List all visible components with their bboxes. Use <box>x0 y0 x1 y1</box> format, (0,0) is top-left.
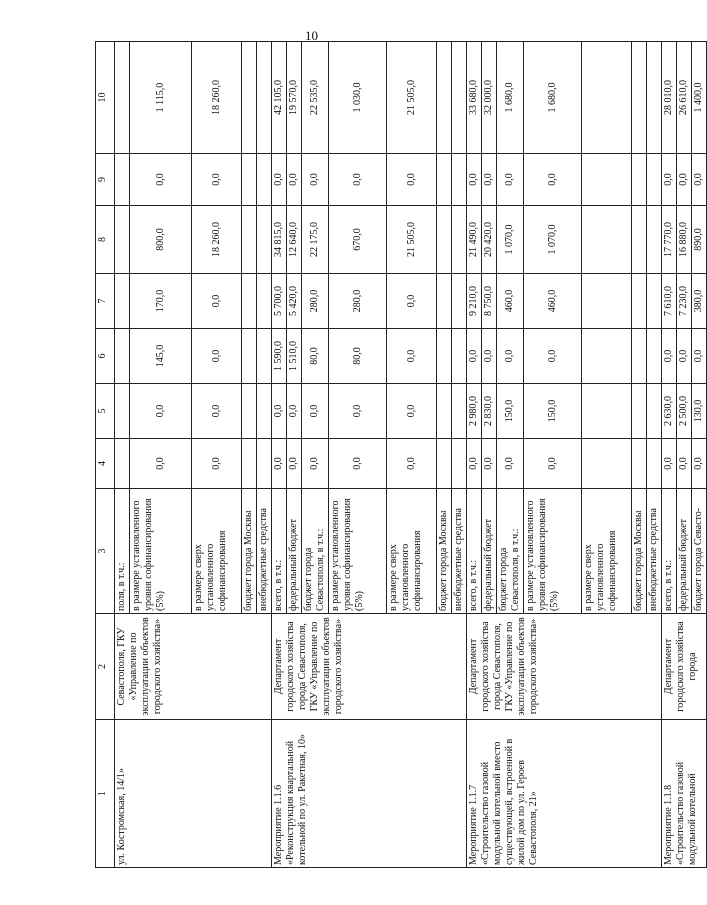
value-cell: 18 260,0 <box>192 42 242 154</box>
value-cell: 5 420,0 <box>287 274 302 329</box>
value-cell: 0,0 <box>329 439 387 489</box>
value-cell: 1 510,0 <box>287 329 302 384</box>
value-cell: 21 490,0 <box>467 206 482 274</box>
measure-cell: ул. Костромская, 14/1» <box>115 720 272 868</box>
value-cell: 0,0 <box>192 154 242 206</box>
value-cell: 150,0 <box>497 384 524 439</box>
value-cell: 0,0 <box>482 439 497 489</box>
value-cell: 0,0 <box>387 274 437 329</box>
value-cell <box>647 439 662 489</box>
source-cell: бюджет города Севасто- <box>692 489 707 614</box>
header-cell: 8 <box>96 206 115 274</box>
value-cell: 0,0 <box>387 439 437 489</box>
value-cell: 18 260,0 <box>192 206 242 274</box>
header-row <box>96 42 115 868</box>
value-cell: 0,0 <box>287 384 302 439</box>
value-cell <box>257 329 272 384</box>
value-cell <box>115 329 130 384</box>
value-cell: 2 630,0 <box>662 384 677 439</box>
value-cell: 0,0 <box>302 439 329 489</box>
value-cell: 34 815,0 <box>272 206 287 274</box>
value-cell: 0,0 <box>192 439 242 489</box>
value-cell: 0,0 <box>677 154 692 206</box>
value-cell: 0,0 <box>662 439 677 489</box>
value-cell: 150,0 <box>524 384 582 439</box>
value-cell <box>115 274 130 329</box>
value-cell <box>242 274 257 329</box>
source-cell: в размере сверх установленного софинансирования <box>192 489 242 614</box>
value-cell: 22 175,0 <box>302 206 329 274</box>
header-cell: 10 <box>96 42 115 154</box>
value-cell <box>115 206 130 274</box>
value-cell: 0,0 <box>662 329 677 384</box>
value-cell <box>115 154 130 206</box>
value-cell <box>452 42 467 154</box>
value-cell: 0,0 <box>272 439 287 489</box>
value-cell <box>647 206 662 274</box>
source-cell: в размере установленного уровня софинансирования (5%) <box>329 489 387 614</box>
source-cell: федеральный бюджет <box>677 489 692 614</box>
value-cell <box>647 329 662 384</box>
value-cell <box>582 329 632 384</box>
value-cell: 0,0 <box>287 154 302 206</box>
value-cell <box>242 42 257 154</box>
header-cell: 6 <box>96 329 115 384</box>
value-cell <box>437 154 452 206</box>
value-cell: 16 880,0 <box>677 206 692 274</box>
value-cell <box>452 329 467 384</box>
header-cell: 9 <box>96 154 115 206</box>
value-cell: 890,0 <box>692 206 707 274</box>
value-cell: 460,0 <box>524 274 582 329</box>
measure-cell: Мероприятие 1.1.7 «Строительство газовой модульной котельной вместо существующей, встроенной в жилой дом по ул. Героев Севастополя, 21» <box>467 720 662 868</box>
value-cell: 0,0 <box>272 154 287 206</box>
value-cell: 0,0 <box>192 329 242 384</box>
measure-cell: Мероприятие 1.1.8 «Строительство газовой модульной котельной <box>662 720 707 868</box>
value-cell: 0,0 <box>130 154 192 206</box>
source-cell: бюджет города Севастополя, в т.ч.: <box>302 489 329 614</box>
value-cell <box>452 206 467 274</box>
source-cell: в размере установленного уровня софинансирования (5%) <box>130 489 192 614</box>
value-cell <box>632 206 647 274</box>
value-cell: 33 680,0 <box>467 42 482 154</box>
value-cell: 21 505,0 <box>387 206 437 274</box>
value-cell: 9 210,0 <box>467 274 482 329</box>
value-cell <box>257 42 272 154</box>
value-cell <box>632 329 647 384</box>
value-cell <box>242 439 257 489</box>
value-cell: 0,0 <box>497 154 524 206</box>
value-cell: 42 105,0 <box>272 42 287 154</box>
value-cell: 0,0 <box>387 384 437 439</box>
value-cell <box>582 206 632 274</box>
source-cell: всего, в т.ч.: <box>662 489 677 614</box>
value-cell <box>582 42 632 154</box>
value-cell: 1 590,0 <box>272 329 287 384</box>
value-cell <box>452 274 467 329</box>
value-cell: 145,0 <box>130 329 192 384</box>
value-cell <box>437 206 452 274</box>
value-cell: 0,0 <box>192 274 242 329</box>
value-cell: 0,0 <box>497 439 524 489</box>
value-cell <box>632 154 647 206</box>
value-cell: 0,0 <box>329 384 387 439</box>
value-cell: 0,0 <box>130 439 192 489</box>
rotated-table-wrapper <box>95 42 704 868</box>
value-cell: 1 680,0 <box>497 42 524 154</box>
value-cell: 1 115,0 <box>130 42 192 154</box>
value-cell: 0,0 <box>482 154 497 206</box>
value-cell: 0,0 <box>524 329 582 384</box>
value-cell: 0,0 <box>662 154 677 206</box>
value-cell: 0,0 <box>677 329 692 384</box>
value-cell <box>242 384 257 439</box>
value-cell: 32 000,0 <box>482 42 497 154</box>
value-cell: 1 400,0 <box>692 42 707 154</box>
value-cell: 0,0 <box>524 154 582 206</box>
header-cell: 4 <box>96 439 115 489</box>
value-cell: 0,0 <box>497 329 524 384</box>
source-cell: внебюджетные средства <box>647 489 662 614</box>
value-cell: 2 980,0 <box>467 384 482 439</box>
value-cell: 0,0 <box>192 384 242 439</box>
value-cell: 17 770,0 <box>662 206 677 274</box>
value-cell: 1 070,0 <box>497 206 524 274</box>
value-cell: 380,0 <box>692 274 707 329</box>
value-cell: 0,0 <box>467 329 482 384</box>
value-cell: 1 030,0 <box>329 42 387 154</box>
value-cell <box>647 154 662 206</box>
value-cell <box>632 439 647 489</box>
value-cell <box>437 42 452 154</box>
value-cell: 0,0 <box>524 439 582 489</box>
value-cell: 280,0 <box>329 274 387 329</box>
value-cell: 0,0 <box>130 384 192 439</box>
table-row <box>115 42 130 868</box>
value-cell: 1 070,0 <box>524 206 582 274</box>
source-cell: всего, в т.ч.: <box>467 489 482 614</box>
responsible-cell: Департамент городского хозяйства города Севастополя, ГКУ «Управление по эксплуатации объектов городского хозяйства» <box>272 614 467 720</box>
value-cell: 12 640,0 <box>287 206 302 274</box>
value-cell: 0,0 <box>302 384 329 439</box>
value-cell <box>257 384 272 439</box>
value-cell: 0,0 <box>692 439 707 489</box>
value-cell <box>632 42 647 154</box>
source-cell: бюджет города Севастополя, в т.ч.: <box>497 489 524 614</box>
value-cell <box>582 384 632 439</box>
value-cell: 2 500,0 <box>677 384 692 439</box>
value-cell: 5 700,0 <box>272 274 287 329</box>
source-cell: в размере сверх установленного софинансирования <box>582 489 632 614</box>
value-cell <box>582 274 632 329</box>
value-cell: 7 230,0 <box>677 274 692 329</box>
value-cell: 19 570,0 <box>287 42 302 154</box>
header-cell: 3 <box>96 489 115 614</box>
source-cell: в размере установленного уровня софинансирования (5%) <box>524 489 582 614</box>
source-cell: внебюджетные средства <box>257 489 272 614</box>
value-cell: 7 610,0 <box>662 274 677 329</box>
value-cell: 460,0 <box>497 274 524 329</box>
value-cell <box>647 274 662 329</box>
responsible-cell: Департамент городского хозяйства города Севастополя, ГКУ «Управление по эксплуатации объектов городского хозяйства» <box>467 614 662 720</box>
value-cell: 80,0 <box>302 329 329 384</box>
table-row <box>272 42 287 868</box>
value-cell: 26 610,0 <box>677 42 692 154</box>
value-cell <box>115 384 130 439</box>
measure-cell: Мероприятие 1.1.6 «Реконструкция квартальной котельной по ул. Ракетная, 10» <box>272 720 467 868</box>
source-cell: федеральный бюджет <box>482 489 497 614</box>
budget-table <box>95 41 707 868</box>
value-cell: 80,0 <box>329 329 387 384</box>
value-cell: 0,0 <box>467 439 482 489</box>
source-cell: поля, в т.ч.: <box>115 489 130 614</box>
value-cell <box>257 154 272 206</box>
value-cell <box>632 384 647 439</box>
value-cell: 0,0 <box>302 154 329 206</box>
value-cell <box>582 154 632 206</box>
value-cell: 0,0 <box>692 154 707 206</box>
value-cell <box>257 439 272 489</box>
value-cell: 22 535,0 <box>302 42 329 154</box>
header-cell: 7 <box>96 274 115 329</box>
table-row <box>662 42 677 868</box>
value-cell <box>452 154 467 206</box>
value-cell <box>242 329 257 384</box>
value-cell: 280,0 <box>302 274 329 329</box>
value-cell: 0,0 <box>387 154 437 206</box>
value-cell <box>452 384 467 439</box>
page-number: 10 <box>305 28 318 43</box>
value-cell: 0,0 <box>467 154 482 206</box>
source-cell: всего, в т.ч.: <box>272 489 287 614</box>
value-cell: 0,0 <box>272 384 287 439</box>
value-cell: 800,0 <box>130 206 192 274</box>
value-cell: 0,0 <box>692 329 707 384</box>
value-cell: 670,0 <box>329 206 387 274</box>
source-cell: бюджет города Москвы <box>437 489 452 614</box>
value-cell <box>437 274 452 329</box>
value-cell: 130,0 <box>692 384 707 439</box>
source-cell: в размере сверх установленного софинансирования <box>387 489 437 614</box>
source-cell: федеральный бюджет <box>287 489 302 614</box>
value-cell <box>257 206 272 274</box>
value-cell: 0,0 <box>387 329 437 384</box>
value-cell <box>647 384 662 439</box>
value-cell <box>647 42 662 154</box>
value-cell: 2 830,0 <box>482 384 497 439</box>
header-cell: 2 <box>96 614 115 720</box>
value-cell: 20 420,0 <box>482 206 497 274</box>
value-cell <box>582 439 632 489</box>
value-cell: 8 750,0 <box>482 274 497 329</box>
value-cell <box>437 329 452 384</box>
value-cell <box>115 439 130 489</box>
source-cell: внебюджетные средства <box>452 489 467 614</box>
value-cell: 0,0 <box>677 439 692 489</box>
value-cell <box>452 439 467 489</box>
responsible-cell: Севастополя, ГКУ «Управление по эксплуатации объектов городского хозяйства» <box>115 614 272 720</box>
value-cell: 1 680,0 <box>524 42 582 154</box>
source-cell: бюджет города Москвы <box>242 489 257 614</box>
header-cell: 5 <box>96 384 115 439</box>
value-cell: 0,0 <box>329 154 387 206</box>
header-cell: 1 <box>96 720 115 868</box>
responsible-cell: Департамент городского хозяйства города <box>662 614 707 720</box>
value-cell: 0,0 <box>287 439 302 489</box>
value-cell <box>242 206 257 274</box>
value-cell: 170,0 <box>130 274 192 329</box>
value-cell <box>257 274 272 329</box>
value-cell: 0,0 <box>482 329 497 384</box>
source-cell: бюджет города Москвы <box>632 489 647 614</box>
value-cell: 28 010,0 <box>662 42 677 154</box>
value-cell <box>437 439 452 489</box>
value-cell <box>242 154 257 206</box>
value-cell: 21 505,0 <box>387 42 437 154</box>
value-cell <box>115 42 130 154</box>
table-row <box>467 42 482 868</box>
value-cell <box>632 274 647 329</box>
value-cell <box>437 384 452 439</box>
